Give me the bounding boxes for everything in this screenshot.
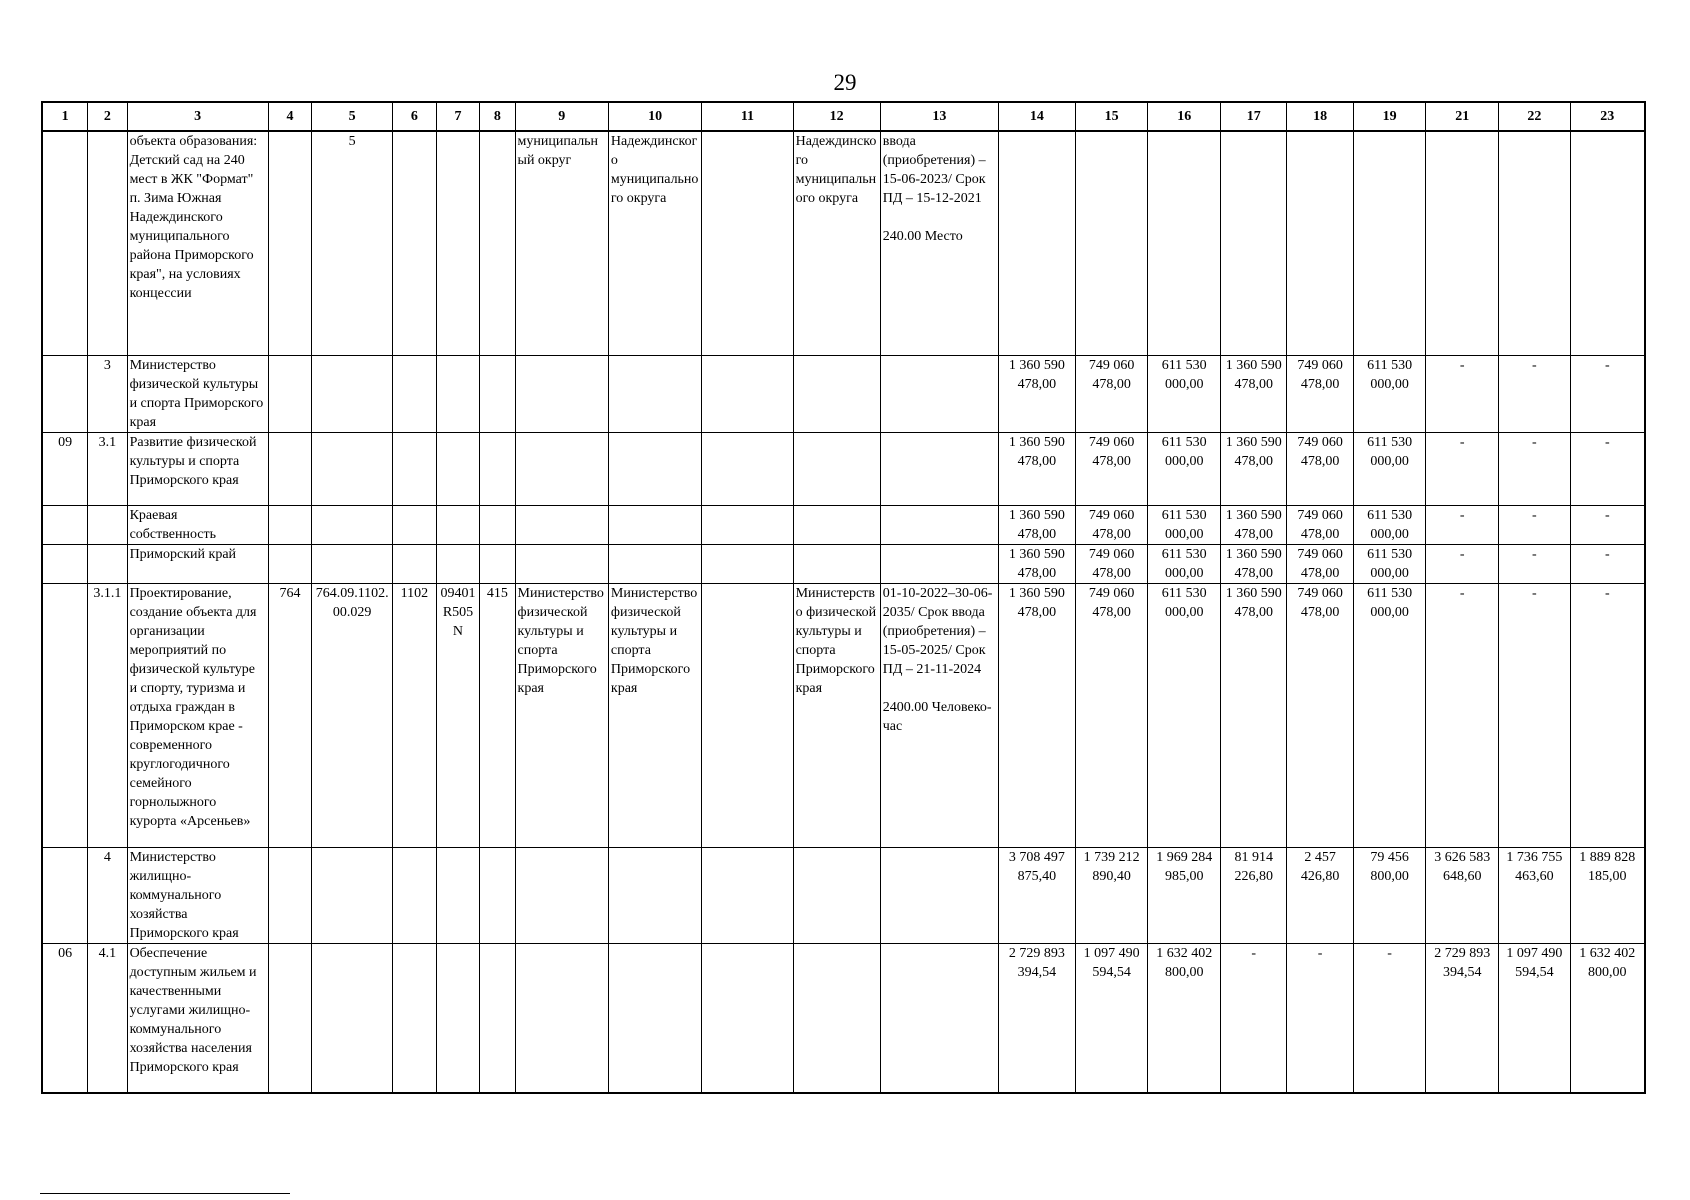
cell-col-8 (480, 847, 515, 943)
cell-col-9 (515, 544, 608, 583)
cell-col-13 (880, 131, 998, 355)
cell-col-23: - (1570, 583, 1645, 847)
cell-col-11 (702, 544, 793, 583)
cell-col-7 (436, 847, 480, 943)
cell-col-22: - (1499, 505, 1571, 544)
deadline-text: ввода (приобретения) – 15-06-2023/ Срок ПД – 15-12-2021 (882, 134, 986, 206)
cell-col-2: 4 (88, 847, 127, 943)
cell-col-10 (608, 847, 701, 943)
cell-col-14: 1 360 590 478,00 (998, 583, 1075, 847)
cell-col-1 (42, 544, 88, 583)
cell-col-5: 5 (312, 131, 393, 355)
cell-col-5 (312, 943, 393, 1093)
column-header-14: 14 (998, 102, 1075, 131)
cell-col-15: 749 060 478,00 (1075, 544, 1148, 583)
cell-col-11 (702, 432, 793, 505)
cell-col-12: Министерство физической культуры и спорта Приморского края (793, 583, 880, 847)
cell-col-15: 749 060 478,00 (1075, 505, 1148, 544)
table-row (42, 505, 1645, 544)
cell-col-19: 611 530 000,00 (1353, 355, 1426, 432)
cell-col-9 (515, 355, 608, 432)
cell-col-5 (312, 544, 393, 583)
cell-col-7 (436, 943, 480, 1093)
cell-col-21: - (1426, 432, 1499, 505)
cell-col-3: Министерство физической культуры и спорта Приморского края (127, 355, 268, 432)
cell-col-10 (608, 544, 701, 583)
column-header-13: 13 (880, 102, 998, 131)
cell-col-8 (480, 432, 515, 505)
cell-col-18: 749 060 478,00 (1287, 544, 1353, 583)
cell-col-14: 1 360 590 478,00 (998, 505, 1075, 544)
cell-col-4 (268, 355, 312, 432)
cell-col-1: 06 (42, 943, 88, 1093)
cell-col-11 (702, 943, 793, 1093)
cell-col-15: 1 097 490 594,54 (1075, 943, 1148, 1093)
column-header-6: 6 (393, 102, 437, 131)
cell-col-8 (480, 131, 515, 355)
cell-col-8 (480, 544, 515, 583)
cell-col-16: 1 969 284 985,00 (1148, 847, 1221, 943)
footnote-separator (40, 1193, 290, 1194)
cell-col-9: муниципальный округ (515, 131, 608, 355)
cell-col-6 (393, 432, 437, 505)
column-header-4: 4 (268, 102, 312, 131)
cell-col-13 (880, 544, 998, 583)
cell-col-15: 749 060 478,00 (1075, 432, 1148, 505)
cell-col-19: - (1353, 943, 1426, 1093)
table-row (42, 544, 1645, 583)
column-header-21: 21 (1426, 102, 1499, 131)
cell-col-17: 1 360 590 478,00 (1221, 583, 1287, 847)
cell-col-3: Министерство жилищно-коммунального хозяйства Приморского края (127, 847, 268, 943)
column-header-7: 7 (436, 102, 480, 131)
cell-col-23: - (1570, 355, 1645, 432)
table-row (42, 432, 1645, 505)
table-row (42, 847, 1645, 943)
cell-col-7 (436, 544, 480, 583)
cell-col-13 (880, 943, 998, 1093)
cell-col-4 (268, 432, 312, 505)
cell-col-11 (702, 583, 793, 847)
cell-col-6: 1102 (393, 583, 437, 847)
cell-col-16: 1 632 402 800,00 (1148, 943, 1221, 1093)
cell-col-22 (1499, 131, 1571, 355)
cell-col-3: Краевая собственность (127, 505, 268, 544)
cell-col-22: - (1499, 355, 1571, 432)
column-header-5: 5 (312, 102, 393, 131)
cell-col-19 (1353, 131, 1426, 355)
cell-col-19: 611 530 000,00 (1353, 544, 1426, 583)
cell-col-4 (268, 847, 312, 943)
table-row (42, 583, 1645, 847)
column-header-2: 2 (88, 102, 127, 131)
column-header-3: 3 (127, 102, 268, 131)
cell-col-17: 1 360 590 478,00 (1221, 505, 1287, 544)
cell-col-8 (480, 943, 515, 1093)
cell-col-10 (608, 432, 701, 505)
cell-col-5 (312, 432, 393, 505)
cell-col-2 (88, 544, 127, 583)
cell-col-8: 415 (480, 583, 515, 847)
cell-col-2 (88, 131, 127, 355)
cell-col-10 (608, 355, 701, 432)
column-header-18: 18 (1287, 102, 1353, 131)
cell-col-13 (880, 583, 998, 847)
cell-col-15: 749 060 478,00 (1075, 583, 1148, 847)
column-header-10: 10 (608, 102, 701, 131)
cell-col-21: - (1426, 505, 1499, 544)
cell-col-4 (268, 943, 312, 1093)
cell-col-6 (393, 505, 437, 544)
deadline-text: 01-10-2022–30-06-2035/ Срок ввода (приобретения) – 15-05-2025/ Срок ПД – 21-11-2024 (882, 585, 993, 677)
cell-col-13 (880, 847, 998, 943)
cell-col-6 (393, 847, 437, 943)
table-row (42, 131, 1645, 355)
cell-col-14: 1 360 590 478,00 (998, 544, 1075, 583)
cell-col-21: - (1426, 583, 1499, 847)
cell-col-22: 1 736 755 463,60 (1499, 847, 1571, 943)
column-header-8: 8 (480, 102, 515, 131)
cell-col-3: Приморский край (127, 544, 268, 583)
column-header-9: 9 (515, 102, 608, 131)
cell-col-6 (393, 355, 437, 432)
cell-col-4 (268, 505, 312, 544)
cell-col-9: Министерство физической культуры и спорта Приморского края (515, 583, 608, 847)
cell-col-1 (42, 583, 88, 847)
column-header-1: 1 (42, 102, 88, 131)
cell-col-7 (436, 131, 480, 355)
cell-col-8 (480, 505, 515, 544)
cell-col-14: 2 729 893 394,54 (998, 943, 1075, 1093)
column-header-12: 12 (793, 102, 880, 131)
cell-col-23: 1 889 828 185,00 (1570, 847, 1645, 943)
cell-col-1 (42, 847, 88, 943)
cell-col-3: Обеспечение доступным жильем и качественными услугами жилищно-коммунального хозяйства населения Приморского края (127, 943, 268, 1093)
cell-col-9 (515, 943, 608, 1093)
cell-col-6 (393, 943, 437, 1093)
cell-col-6 (393, 544, 437, 583)
cell-col-21: - (1426, 355, 1499, 432)
cell-col-13 (880, 505, 998, 544)
table-body (42, 131, 1645, 1093)
cell-col-2: 3 (88, 355, 127, 432)
cell-col-1 (42, 355, 88, 432)
cell-col-17: - (1221, 943, 1287, 1093)
cell-col-10 (608, 943, 701, 1093)
cell-col-1: 09 (42, 432, 88, 505)
column-header-23: 23 (1570, 102, 1645, 131)
cell-col-14: 1 360 590 478,00 (998, 355, 1075, 432)
cell-col-11 (702, 131, 793, 355)
cell-col-3: Развитие физической культуры и спорта Приморского края (127, 432, 268, 505)
cell-col-22: - (1499, 544, 1571, 583)
cell-col-23: 1 632 402 800,00 (1570, 943, 1645, 1093)
capacity-text: 2400.00 Человеко-час (882, 699, 992, 734)
cell-col-4: 764 (268, 583, 312, 847)
column-header-16: 16 (1148, 102, 1221, 131)
cell-col-17: 81 914 226,80 (1221, 847, 1287, 943)
cell-col-6 (393, 131, 437, 355)
cell-col-19: 611 530 000,00 (1353, 505, 1426, 544)
cell-col-10 (608, 505, 701, 544)
cell-col-5 (312, 505, 393, 544)
cell-col-17: 1 360 590 478,00 (1221, 355, 1287, 432)
cell-col-21 (1426, 131, 1499, 355)
cell-col-21: 2 729 893 394,54 (1426, 943, 1499, 1093)
cell-col-3: Проектирование, создание объекта для организации мероприятий по физической культуре и спорту, туризма и отдыха граждан в Приморском крае - современного круглогодичного семейного горнолыжного курорта «Арсеньев» (127, 583, 268, 847)
cell-col-12 (793, 355, 880, 432)
cell-col-7: 09401R505N (436, 583, 480, 847)
table-row (42, 355, 1645, 432)
column-header-11: 11 (702, 102, 793, 131)
cell-col-13 (880, 432, 998, 505)
cell-col-18: 749 060 478,00 (1287, 432, 1353, 505)
cell-col-5: 764.09.1102.00.029 (312, 583, 393, 847)
cell-col-21: - (1426, 544, 1499, 583)
cell-col-19: 611 530 000,00 (1353, 583, 1426, 847)
cell-col-2: 3.1.1 (88, 583, 127, 847)
cell-col-18: 749 060 478,00 (1287, 505, 1353, 544)
table-row (42, 943, 1645, 1093)
cell-col-13 (880, 355, 998, 432)
cell-col-10: Министерство физической культуры и спорта Приморского края (608, 583, 701, 847)
cell-col-7 (436, 355, 480, 432)
column-header-15: 15 (1075, 102, 1148, 131)
cell-col-12: Надеждинского муниципального округа (793, 131, 880, 355)
cell-col-22: 1 097 490 594,54 (1499, 943, 1571, 1093)
cell-col-15: 1 739 212 890,40 (1075, 847, 1148, 943)
column-header-22: 22 (1499, 102, 1571, 131)
cell-col-14 (998, 131, 1075, 355)
cell-col-16: 611 530 000,00 (1148, 432, 1221, 505)
cell-col-23: - (1570, 544, 1645, 583)
cell-col-19: 79 456 800,00 (1353, 847, 1426, 943)
column-header-19: 19 (1353, 102, 1426, 131)
cell-col-12 (793, 505, 880, 544)
cell-col-16: 611 530 000,00 (1148, 544, 1221, 583)
cell-col-2: 3.1 (88, 432, 127, 505)
cell-col-5 (312, 847, 393, 943)
column-header-17: 17 (1221, 102, 1287, 131)
cell-col-1 (42, 505, 88, 544)
cell-col-11 (702, 847, 793, 943)
cell-col-5 (312, 355, 393, 432)
cell-col-16: 611 530 000,00 (1148, 355, 1221, 432)
cell-col-17: 1 360 590 478,00 (1221, 432, 1287, 505)
cell-col-8 (480, 355, 515, 432)
cell-col-12 (793, 544, 880, 583)
cell-col-18: - (1287, 943, 1353, 1093)
cell-col-22: - (1499, 583, 1571, 847)
cell-col-3: объекта образования: Детский сад на 240 мест в ЖК "Формат" п. Зима Южная Надеждинского муниципального района Приморского края", на условиях концессии (127, 131, 268, 355)
cell-col-7 (436, 505, 480, 544)
cell-col-21: 3 626 583 648,60 (1426, 847, 1499, 943)
cell-col-15: 749 060 478,00 (1075, 355, 1148, 432)
cell-col-16: 611 530 000,00 (1148, 583, 1221, 847)
cell-col-14: 3 708 497 875,40 (998, 847, 1075, 943)
cell-col-12 (793, 847, 880, 943)
cell-col-19: 611 530 000,00 (1353, 432, 1426, 505)
cell-col-2: 4.1 (88, 943, 127, 1093)
cell-col-16: 611 530 000,00 (1148, 505, 1221, 544)
cell-col-18: 749 060 478,00 (1287, 583, 1353, 847)
cell-col-18: 2 457 426,80 (1287, 847, 1353, 943)
cell-col-11 (702, 355, 793, 432)
cell-col-2 (88, 505, 127, 544)
cell-col-9 (515, 505, 608, 544)
page-number: 29 (833, 70, 857, 95)
cell-col-14: 1 360 590 478,00 (998, 432, 1075, 505)
cell-col-7 (436, 432, 480, 505)
cell-col-12 (793, 943, 880, 1093)
cell-col-17 (1221, 131, 1287, 355)
cell-col-10: Надеждинского муниципального округа (608, 131, 701, 355)
capacity-text: 240.00 Место (882, 229, 963, 244)
cell-col-15 (1075, 131, 1148, 355)
cell-col-12 (793, 432, 880, 505)
cell-col-18 (1287, 131, 1353, 355)
cell-col-22: - (1499, 432, 1571, 505)
cell-col-18: 749 060 478,00 (1287, 355, 1353, 432)
cell-col-16 (1148, 131, 1221, 355)
cell-col-1 (42, 131, 88, 355)
cell-col-9 (515, 847, 608, 943)
column-number-header-row (42, 102, 1645, 131)
cell-col-23: - (1570, 505, 1645, 544)
cell-col-23: - (1570, 432, 1645, 505)
cell-col-17: 1 360 590 478,00 (1221, 544, 1287, 583)
cell-col-9 (515, 432, 608, 505)
cell-col-4 (268, 544, 312, 583)
cell-col-11 (702, 505, 793, 544)
cell-col-4 (268, 131, 312, 355)
cell-col-23 (1570, 131, 1645, 355)
budget-table (41, 101, 1646, 1094)
